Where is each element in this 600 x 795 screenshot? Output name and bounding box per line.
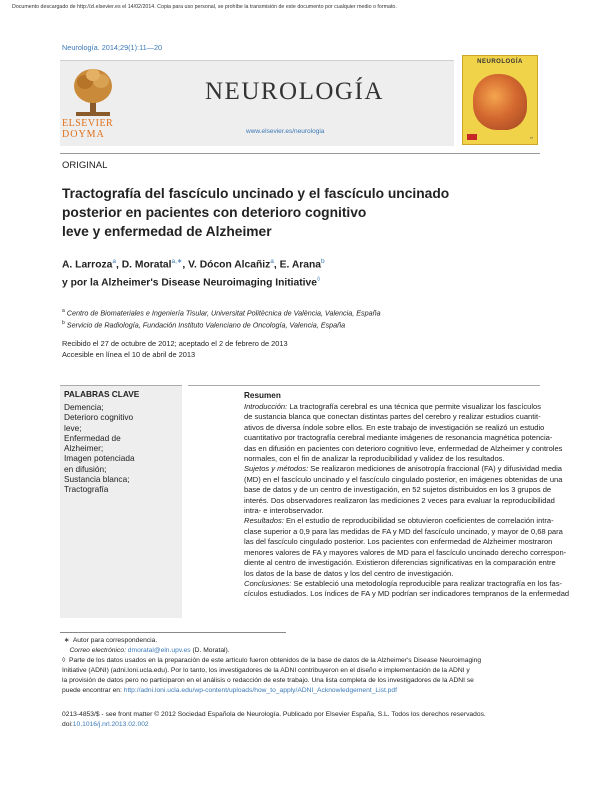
abstract-line <box>244 474 563 485</box>
keywords-title: PALABRAS CLAVE <box>64 389 140 399</box>
doi-link[interactable]: 10.1016/j.nrl.2013.02.002 <box>72 721 149 728</box>
affiliation-label: a <box>62 308 65 314</box>
authors-line-1 <box>62 254 325 272</box>
abstract-line <box>244 537 553 547</box>
abstract-section-label: Introducción: <box>244 402 288 411</box>
abstract-text: cuantitativo por tractografía cerebral mediante imágenes de resonancia magnética potencia- <box>244 433 553 443</box>
journal-website-link[interactable]: www.elsevier.es/neurologia <box>246 128 325 135</box>
abstract-line <box>244 578 562 589</box>
email-note <box>62 646 552 656</box>
abstract-text: los datos de la base de datos y los del centro de investigación. <box>244 568 454 578</box>
author-name: , D. Moratal <box>115 259 172 271</box>
title-line-1: Tractografía del fascículo uncinado y el fascículo uncinado <box>62 186 450 201</box>
abstract-text: La tractografía cerebral es una técnica que permite visualizar los fascículos <box>287 402 542 411</box>
adni-url-prefix: puede encontrar en: <box>62 687 124 694</box>
abstract-text: En el estudio de reproducibilidad se obtuvieron coeficientes de correlación intra- <box>283 516 554 526</box>
affiliation-marker[interactable]: a <box>270 258 274 265</box>
keyword-item: Alzheimer; <box>64 443 104 454</box>
author-name: , V. Dócon Alcañiz <box>182 259 271 271</box>
abstract-text: menores valores de FA y mayores valores de MD para el fascículo uncinado derecho correspon- <box>244 547 567 557</box>
affiliation-marker[interactable]: a,∗ <box>171 258 183 265</box>
keywords-list <box>64 402 135 495</box>
affiliations <box>62 306 381 331</box>
corresponding-marker: ∗ <box>63 637 70 644</box>
elsevier-tree-logo <box>71 66 115 118</box>
abstract-body <box>244 402 570 600</box>
online-date: Accesible en línea el 10 de abril de 2013 <box>62 350 196 359</box>
abstract-line <box>244 464 562 474</box>
authors-line-2 <box>62 272 325 290</box>
adni-note-line: la provisión de datos pero no participaron en el análisis o redacción de este trabajo. Una lista completa de los investigadores de la ADNI se <box>62 677 474 684</box>
email-label: Correo electrónico: <box>69 647 126 654</box>
cover-publisher-mark: ▪▪ <box>530 135 533 140</box>
affiliation-text: Centro de Biomateriales e Ingeniería Tisular, Universitat Politècnica de València, Valencia, España <box>66 308 381 318</box>
adni-marker: ◊ <box>62 657 66 664</box>
abstract-section-label: Sujetos y métodos: <box>244 464 309 474</box>
keyword-item: leve; <box>64 422 82 433</box>
keyword-item: Enfermedad de <box>64 432 121 443</box>
footnote-divider <box>60 632 286 633</box>
publisher-name-line1: ELSEVIER <box>62 118 114 129</box>
header-divider <box>60 153 540 154</box>
abstract-line <box>244 506 540 516</box>
abstract-line <box>244 495 555 506</box>
abstract-text: das en difusión en pacientes con deterioro cognitivo leve, enfermedad de Alzheimer y controles <box>244 443 563 453</box>
abstract-line <box>244 547 567 558</box>
affiliation-marker[interactable]: b <box>321 258 325 265</box>
abstract-text: cículos estudiados. Los índices de FA y MD podrían ser indicadores tempranos de la enfermedad <box>244 589 570 599</box>
abstract-line <box>244 569 540 579</box>
abstract-text: Se estableció una metodología reproducible para realizar tractografía en los fas- <box>291 578 562 588</box>
abstract-divider <box>188 385 540 386</box>
affiliation-item <box>62 306 381 318</box>
abstract-text: interés. Dos observadores realizaron las mediciones 2 veces para evaluar la reproducibilidad <box>244 495 555 505</box>
abstract-line <box>244 526 563 537</box>
article-dates <box>62 338 288 360</box>
journal-name: NEUROLOGÍA <box>205 78 384 105</box>
cover-title: NEUROLOGÍA <box>477 59 523 65</box>
article-section: ORIGINAL <box>62 160 108 171</box>
footnotes <box>62 636 552 696</box>
author-list <box>62 254 325 291</box>
affiliation-label: b <box>62 320 65 327</box>
received-accepted-date: Recibido el 27 de octubre de 2012; aceptado el 2 de febrero de 2013 <box>62 339 288 348</box>
abstract-line <box>244 454 540 464</box>
author-name: A. Larroza <box>62 259 113 271</box>
abstract-line <box>244 516 554 526</box>
keyword-item: Sustancia blanca; <box>64 474 130 485</box>
abstract-text: (MD) en el fascículo uncinado y el fascículo cingulado posterior, en imágenes obtenidas de una <box>244 474 563 484</box>
affiliation-marker[interactable]: a <box>112 258 116 265</box>
email-suffix: (D. Moratal). <box>192 647 230 654</box>
adni-text: Parte de los datos usados en la preparación de este artículo fueron obtenidos de la base de datos de la Alzheimer's Disease Neuroimaging <box>69 657 482 664</box>
affiliation-item <box>62 318 381 330</box>
keyword-item: Tractografía <box>64 484 109 495</box>
abstract-section-label: Conclusiones: <box>244 578 292 588</box>
consortium-name: y por la Alzheimer's Disease Neuroimaging Initiative <box>62 277 317 289</box>
abstract-text: normales, con el fin de analizar la reproducibilidad y validez de los resultados. <box>244 454 505 464</box>
abstract-text: de sustancia blanca que conectan distintas partes del cerebro y realizar estudios cuantit- <box>244 412 541 422</box>
abstract-text: intra- e interobservador. <box>244 506 324 516</box>
abstract-text: base de datos y de un centro de investigación, en 52 sujetos distribuidos en los 3 grupos de <box>244 485 552 495</box>
cover-red-badge <box>467 134 477 140</box>
affiliation-text: Servicio de Radiología, Fundación Instituto Valenciano de Oncología, Valencia, España <box>66 320 346 330</box>
title-line-3: leve y enfermedad de Alzheimer <box>62 224 272 239</box>
abstract-line <box>244 402 540 412</box>
copyright-line: 0213-4853/$ - see front matter © 2012 Sociedad Española de Neurología. Publicado por Elsevier España, S.L. Todos los derechos reservados. <box>62 711 486 718</box>
abstract-text: Se realizaron mediciones de anisotropía fraccional (FA) y difusividad media <box>308 464 562 474</box>
abstract-section-label: Resultados: <box>244 516 284 526</box>
abstract-line <box>244 422 545 433</box>
brain-image <box>473 74 527 130</box>
email-link[interactable]: dmoratal@eln.upv.es <box>127 647 191 654</box>
author-name: , E. Arana <box>273 259 322 271</box>
keyword-item: Imagen potenciada <box>64 453 135 464</box>
abstract-text: las del fascículo cingulado posterior. Los pacientes con enfermedad de Alzheimer mostraron <box>244 537 553 547</box>
corresponding-label: Autor para correspondencia. <box>72 637 158 644</box>
adni-note-line: Initiative (ADNI) (adni.loni.ucla.edu). Por lo tanto, los investigadores de la ADNI contribuyeron en el diseño e implementación de la ADNI y <box>62 667 470 674</box>
abstract-line <box>244 443 563 454</box>
adni-note-line <box>62 686 552 696</box>
doi-prefix: doi: <box>62 721 73 728</box>
abstract-line <box>244 485 552 495</box>
abstract-line <box>244 589 570 599</box>
copyright-block <box>62 710 552 730</box>
abstract-title: Resumen <box>244 391 281 400</box>
keyword-item: Demencia; <box>64 402 104 412</box>
journal-cover-image <box>462 55 538 145</box>
publisher-logo-text <box>62 118 124 144</box>
abstract-text: diente al centro de investigación. Existieron diferencias significativas en la comparación entre <box>244 558 556 568</box>
abstract-line <box>244 412 540 422</box>
download-note: Documento descargado de http://zl.elsevier.es el 14/02/2014. Copia para uso personal, se prohíbe la transmisión de este documento por cualquier medio o formato. <box>12 4 397 10</box>
doi-line <box>62 720 552 730</box>
publisher-name-line2: DOYMA <box>62 129 105 140</box>
abstract-line <box>244 433 553 443</box>
keyword-item: Deterioro cognitivo <box>64 412 134 423</box>
article-title <box>62 184 532 241</box>
keyword-item: en difusión; <box>64 463 107 474</box>
consortium-footnote-marker[interactable]: ◊ <box>317 276 321 284</box>
corresponding-author-note <box>62 636 552 646</box>
title-line-2: posterior en pacientes con deterioro cognitivo <box>62 205 367 220</box>
adni-note-line <box>62 656 552 666</box>
abstract-line <box>244 558 556 568</box>
abstract-text: clase superior a 0,9 para las medidas de FA y MD del fascículo uncinado, y mayor de 0,68 para <box>244 526 563 536</box>
adni-list-link[interactable]: http://adni.loni.ucla.edu/wp-content/uploads/how_to_apply/ADNI_Acknowledgement_List.pdf <box>123 687 397 694</box>
journal-citation[interactable]: Neurología. 2014;29(1):11—20 <box>62 43 163 52</box>
abstract-text: ativos de diversa índole sobre ellos. En este trabajo de investigación se realizó un estudio <box>244 422 545 432</box>
